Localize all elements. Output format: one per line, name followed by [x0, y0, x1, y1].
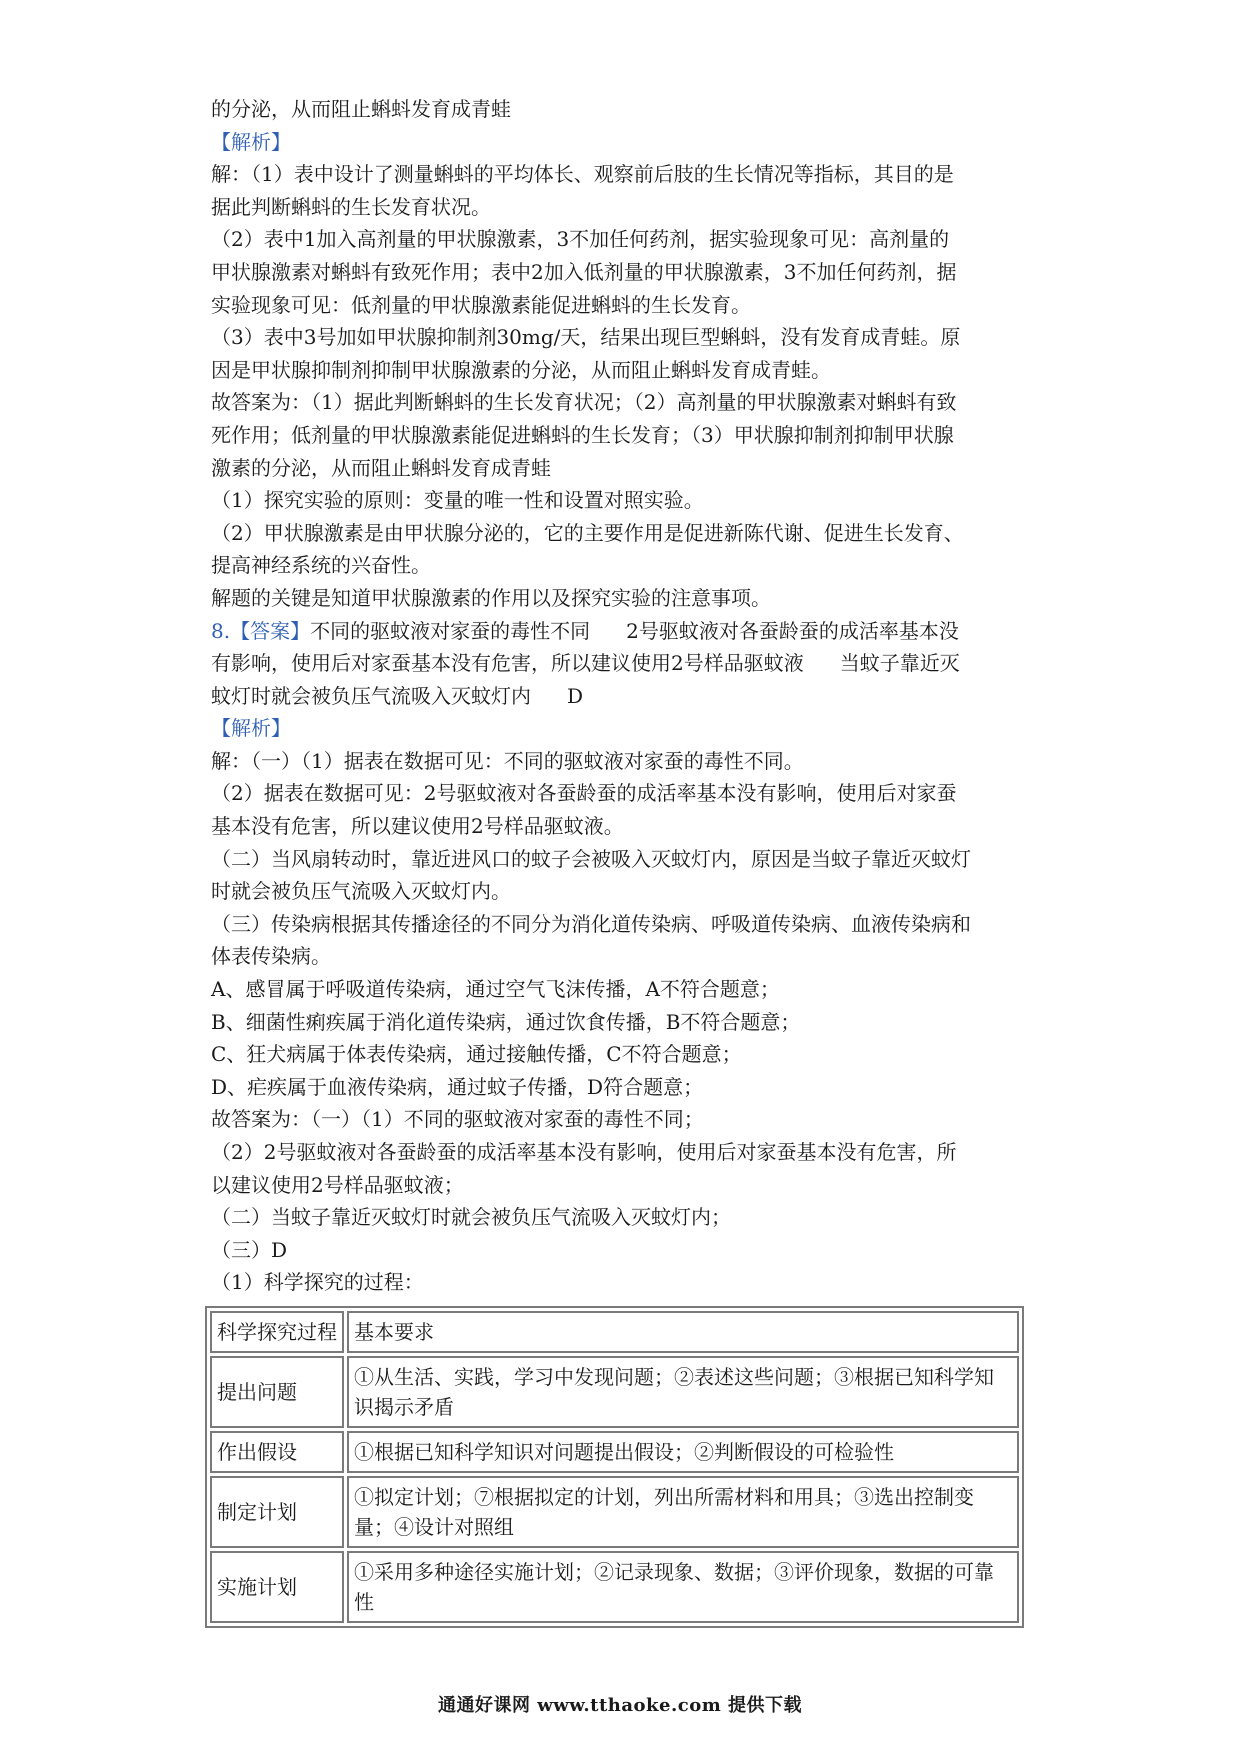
line-text: （2）表中1加入高剂量的甲状腺激素，3不加任何药剂，据实验现象可见：高剂量的	[211, 227, 950, 252]
text-line	[211, 647, 1046, 680]
line-text: 以建议使用2号样品驱蚊液；	[211, 1172, 464, 1197]
text-line	[211, 452, 1046, 485]
line-text: 故答案为：（一）（1）不同的驱蚊液对家蚕的毒性不同；	[211, 1107, 704, 1132]
text-line	[211, 680, 1046, 713]
line-text: 基本没有危害，所以建议使用2号样品驱蚊液。	[211, 814, 624, 839]
line-text: （二）当风扇转动时，靠近进风口的蚊子会被吸入灭蚊灯内，原因是当蚊子靠近灭蚊灯	[211, 846, 971, 871]
section-tag: 【解析】	[211, 129, 291, 154]
line-text: 因是甲状腺抑制剂抑制甲状腺激素的分泌，从而阻止蝌蚪发育成青蛙。	[211, 357, 831, 382]
text-line	[211, 517, 1046, 550]
line-text: 解：（一）（1）据表在数据可见：不同的驱蚊液对家蚕的毒性不同。	[211, 748, 804, 773]
table-row	[210, 1356, 1019, 1428]
text-line	[211, 419, 1046, 452]
table-cell-step: 实施计划	[210, 1551, 344, 1623]
table-cell-requirement: ①采用多种途径实施计划；②记录现象、数据；③评价现象，数据的可靠性	[347, 1551, 1019, 1623]
answer-text-block	[211, 93, 1046, 1299]
table-header-row	[210, 1311, 1019, 1353]
text-line	[211, 1103, 1046, 1136]
text-line	[211, 321, 1046, 354]
line-text: （3）表中3号加如甲状腺抑制剂30mg/天，结果出现巨型蝌蚪，没有发育成青蛙。原	[211, 325, 961, 350]
table-row	[210, 1431, 1019, 1473]
text-line	[211, 712, 1046, 745]
line-text: （1）探究实验的原则：变量的唯一性和设置对照实验。	[211, 488, 704, 513]
line-text: 死作用；低剂量的甲状腺激素能促进蝌蚪的生长发育；（3）甲状腺抑制剂抑制甲状腺	[211, 422, 954, 447]
line-text: 有影响，使用后对家蚕基本没有危害，所以建议使用2号样品驱蚊液	[211, 651, 804, 676]
line-text: D、疟疾属于血液传染病，通过蚊子传播，D符合题意；	[211, 1074, 704, 1099]
text-line	[211, 940, 1046, 973]
table-cell-requirement: ①拟定计划；⑦根据拟定的计划，列出所需材料和用具；③选出控制变量；④设计对照组	[347, 1476, 1019, 1548]
text-line	[211, 615, 1046, 648]
text-line	[211, 810, 1046, 843]
text-line	[211, 973, 1046, 1006]
line-text: （2）甲状腺激素是由甲状腺分泌的，它的主要作用是促进新陈代谢、促进生长发育、	[211, 520, 964, 545]
text-line	[211, 1006, 1046, 1039]
line-text: 实验现象可见：低剂量的甲状腺激素能促进蝌蚪的生长发育。	[211, 292, 751, 317]
line-text: 蚊灯时就会被负压气流吸入灭蚊灯内	[211, 683, 531, 708]
text-line	[211, 843, 1046, 876]
text-line	[211, 1266, 1046, 1299]
line-text: （二）当蚊子靠近灭蚊灯时就会被负压气流吸入灭蚊灯内；	[211, 1205, 731, 1230]
text-line	[211, 126, 1046, 159]
table-header-cell: 基本要求	[347, 1311, 1019, 1353]
text-line	[211, 354, 1046, 387]
line-text: 的分泌，从而阻止蝌蚪发育成青蛙	[211, 97, 511, 121]
table-cell-step: 制定计划	[210, 1476, 344, 1548]
text-line	[211, 777, 1046, 810]
text-line	[211, 223, 1046, 256]
line-text: 提高神经系统的兴奋性。	[211, 553, 431, 578]
table-cell-step: 作出假设	[210, 1431, 344, 1473]
line-text: （2）2号驱蚊液对各蚕龄蚕的成活率基本没有影响，使用后对家蚕基本没有危害，所	[211, 1140, 957, 1164]
line-text: A、感冒属于呼吸道传染病，通过空气飞沫传播，A不符合题意；	[211, 977, 780, 1002]
line-text: 不同的驱蚊液对家蚕的毒性不同	[310, 618, 591, 643]
line-text: 故答案为：（1）据此判断蝌蚪的生长发育状况；（2）高剂量的甲状腺激素对蝌蚪有致	[211, 390, 957, 415]
table-cell-requirement: ①从生活、实践，学习中发现问题；②表述这些问题；③根据已知科学知识揭示矛盾	[347, 1356, 1019, 1428]
text-line	[211, 875, 1046, 908]
text-line	[211, 256, 1046, 289]
line-text: 体表传染病。	[211, 944, 331, 969]
text-line	[211, 1136, 1046, 1169]
table-cell-requirement: ①根据已知科学知识对问题提出假设；②判断假设的可检验性	[347, 1431, 1019, 1473]
section-tag: 8.【答案】	[211, 618, 311, 643]
line-text: 当蚊子靠近灭	[839, 651, 960, 676]
text-line	[211, 158, 1046, 191]
line-text: 时就会被负压气流吸入灭蚊灯内。	[211, 879, 511, 904]
section-tag: 【解析】	[211, 716, 291, 741]
text-line	[211, 908, 1046, 941]
text-line	[211, 191, 1046, 224]
line-text: 解题的关键是知道甲状腺激素的作用以及探究实验的注意事项。	[211, 585, 771, 610]
line-text: （1）科学探究的过程：	[211, 1270, 424, 1295]
line-text: （三）D	[211, 1237, 288, 1262]
text-line	[211, 1201, 1046, 1234]
line-text: C、狂犬病属于体表传染病，通过接触传播，C不符合题意；	[211, 1042, 742, 1067]
table-cell-step: 提出问题	[210, 1356, 344, 1428]
table-row	[210, 1551, 1019, 1623]
line-text: D	[567, 683, 584, 708]
text-line	[211, 745, 1046, 778]
text-line	[211, 93, 1046, 126]
line-text: 解：（1）表中设计了测量蝌蚪的平均体长、观察前后肢的生长情况等指标，其目的是	[211, 162, 954, 187]
text-line	[211, 289, 1046, 322]
science-inquiry-table	[205, 1306, 1024, 1628]
table-header-cell: 科学探究过程	[210, 1311, 344, 1353]
line-text: （三）传染病根据其传播途径的不同分为消化道传染病、呼吸道传染病、血液传染病和	[211, 911, 971, 936]
text-line	[211, 549, 1046, 582]
text-line	[211, 1169, 1046, 1202]
line-text: 2号驱蚊液对各蚕龄蚕的成活率基本没	[626, 618, 959, 643]
text-line	[211, 582, 1046, 615]
line-text: 甲状腺激素对蝌蚪有致死作用；表中2加入低剂量的甲状腺激素，3不加任何药剂，据	[211, 259, 957, 284]
line-text: B、细菌性痢疾属于消化道传染病，通过饮食传播，B不符合题意；	[211, 1009, 801, 1034]
text-line	[211, 484, 1046, 517]
text-line	[211, 1234, 1046, 1267]
text-line	[211, 1038, 1046, 1071]
text-line	[211, 1071, 1046, 1104]
line-text: （2）据表在数据可见：2号驱蚊液对各蚕龄蚕的成活率基本没有影响，使用后对家蚕	[211, 781, 957, 806]
table-row	[210, 1476, 1019, 1548]
line-text: 激素的分泌，从而阻止蝌蚪发育成青蛙	[211, 455, 551, 480]
line-text: 据此判断蝌蚪的生长发育状况。	[211, 194, 491, 219]
page-footer: 通通好课网 www.tthaoke.com 提供下载	[437, 1695, 803, 1716]
text-line	[211, 386, 1046, 419]
